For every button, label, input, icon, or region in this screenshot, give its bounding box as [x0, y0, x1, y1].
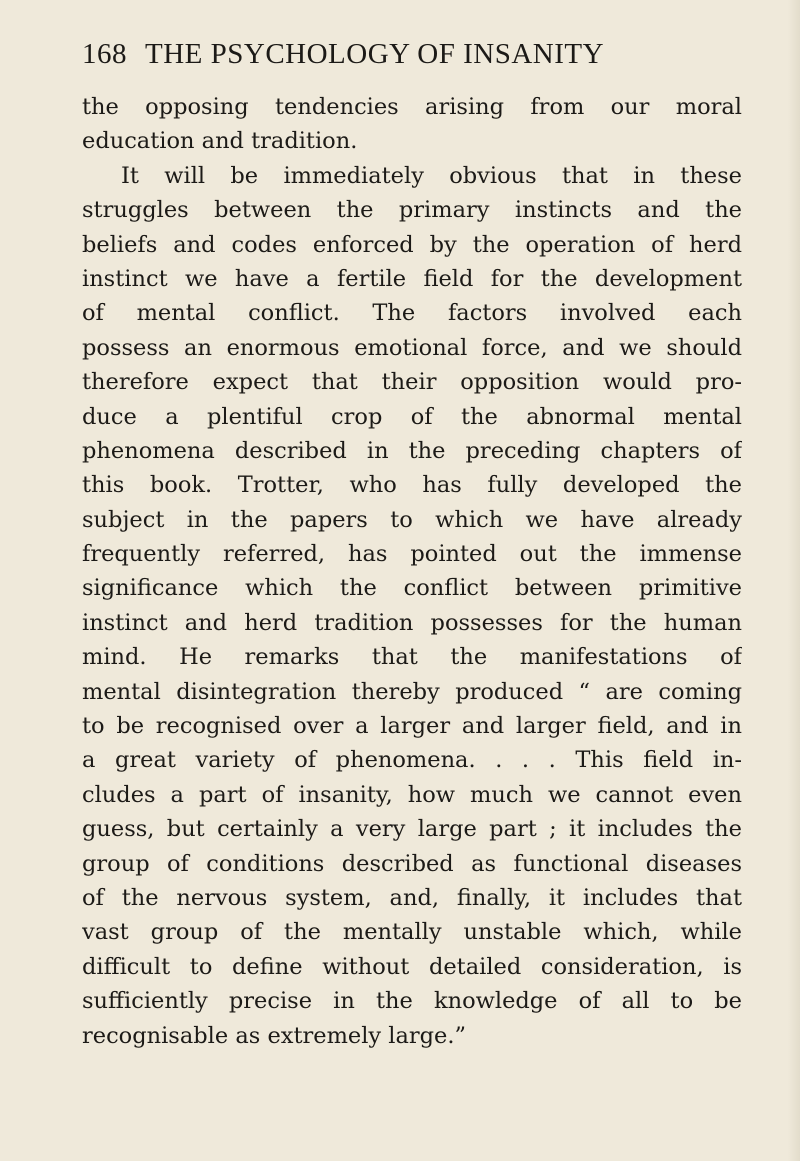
- text-line: possess an enormous emotional force, and we should: [82, 334, 742, 361]
- text-line: mind. He remarks that the manifestations of: [82, 644, 742, 671]
- text-line: the opposing tendencies arising from our moral: [82, 94, 742, 120]
- running-title: THE PSYCHOLOGY OF INSANITY: [145, 38, 605, 70]
- text-line: beliefs and codes enforced by the operation of herd: [82, 231, 742, 258]
- page-number: 168: [82, 38, 127, 70]
- text-line: It will be immediately obvious that in these: [121, 162, 742, 189]
- text-line: struggles between the primary instincts and the: [82, 197, 742, 224]
- text-line: recognisable as extremely large.”: [82, 1022, 467, 1049]
- page-edge: [788, 0, 800, 1161]
- text-line: a great variety of phenomena. . . . This field in-: [82, 747, 742, 774]
- text-line: vast group of the mentally unstable which, while: [82, 919, 742, 946]
- text-line: phenomena described in the preceding chapters of: [82, 437, 742, 464]
- text-line: guess, but certainly a very large part ; it includes the: [82, 816, 742, 843]
- text-line: cludes a part of insanity, how much we cannot even: [82, 781, 742, 808]
- text-line: group of conditions described as functional diseases: [82, 850, 742, 877]
- text-line: of the nervous system, and, finally, it includes that: [82, 884, 742, 911]
- text-line: instinct and herd tradition possesses for the human: [82, 609, 742, 636]
- text-line: difficult to define without detailed consideration, is: [82, 953, 742, 980]
- text-line: mental disintegration thereby produced “ are coming: [82, 678, 742, 705]
- text-line: of mental conflict. The factors involved each: [82, 300, 742, 327]
- body-text: [82, 90, 742, 1053]
- text-line: frequently referred, has pointed out the immense: [82, 541, 742, 568]
- text-line: instinct we have a fertile field for the development: [82, 265, 742, 292]
- text-line: to be recognised over a larger and larger field, and in: [82, 713, 742, 740]
- text-line: sufficiently precise in the knowledge of all to be: [82, 988, 742, 1015]
- text-line: therefore expect that their opposition would pro-: [82, 369, 742, 396]
- text-line: significance which the conflict between primitive: [82, 575, 742, 602]
- text-line: this book. Trotter, who has fully developed the: [82, 472, 742, 499]
- text-line: duce a plentiful crop of the abnormal mental: [82, 403, 742, 430]
- running-header: [82, 38, 742, 74]
- text-line: education and tradition.: [82, 128, 358, 155]
- text-line: subject in the papers to which we have already: [82, 506, 742, 533]
